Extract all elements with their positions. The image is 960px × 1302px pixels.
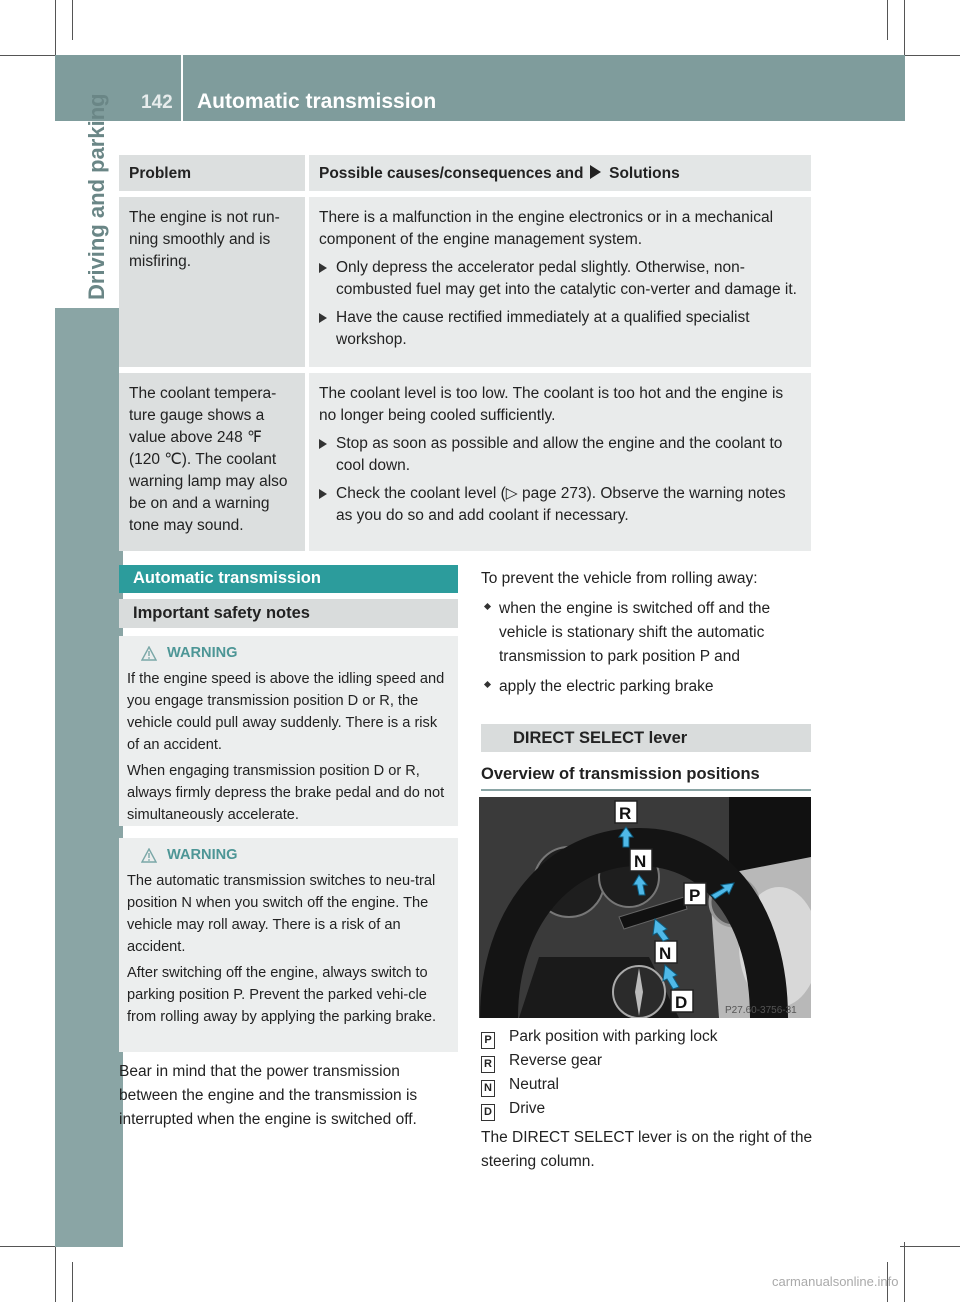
step-item: Stop as soon as possible and allow the engine and the coolant to cool down. xyxy=(319,433,803,477)
warning-header xyxy=(127,844,450,866)
warning-text: If the engine speed is above the idling speed and you engage transmission position D or R, the vehicle could pull away suddenly. There is a risk of an accident. xyxy=(127,671,445,753)
table-row xyxy=(119,373,811,551)
bullet-item: when the engine is switched off and the vehicle is stationary shift the automatic transmission to park position P and xyxy=(481,597,811,669)
warning-box xyxy=(119,838,458,1052)
photo-label-r: R xyxy=(619,804,632,823)
warning-icon xyxy=(141,848,157,863)
key-n-icon: N xyxy=(481,1080,495,1097)
warning-text: The automatic transmission switches to neu-tral position N when you switch off the engine. The vehicle may roll away. There is a risk of an accident. xyxy=(127,873,436,955)
subsection-title-text: Important safety notes xyxy=(133,604,310,622)
warning-text: When engaging transmission position D or R, always firmly depress the brake pedal and do not simultaneously accelerate. xyxy=(127,763,445,823)
bullet-item: apply the electric parking brake xyxy=(481,675,811,699)
step-item: Have the cause rectified immediately at a qualified specialist workshop. xyxy=(319,307,803,351)
warning-label: WARNING xyxy=(167,645,238,661)
crop-mark xyxy=(900,55,960,56)
closing-paragraph: The DIRECT SELECT lever is on the right of the steering column. xyxy=(481,1129,813,1170)
page-title: Automatic transmission xyxy=(197,90,437,113)
header-divider xyxy=(181,55,183,121)
key-d-icon: D xyxy=(481,1104,495,1121)
steering-wheel-illustration xyxy=(479,797,811,1018)
intro-text: To prevent the vehicle from rolling away: xyxy=(481,570,758,587)
legend-text: Drive xyxy=(509,1100,546,1117)
watermark: carmanualsonline.info xyxy=(772,1274,899,1289)
warning-icon xyxy=(141,646,157,661)
crop-mark xyxy=(887,0,888,40)
right-column xyxy=(481,567,811,699)
legend-text: Park position with parking lock xyxy=(509,1028,718,1045)
lever-title xyxy=(481,724,811,752)
crop-mark xyxy=(72,0,73,40)
table-row xyxy=(119,197,811,367)
lever-title-text: DIRECT SELECT lever xyxy=(513,729,688,747)
legend-item xyxy=(481,1097,718,1121)
troubleshooting-table xyxy=(119,155,811,551)
section-title xyxy=(119,565,458,593)
header-solutions-suffix: Solutions xyxy=(609,165,680,182)
warning-header xyxy=(127,642,450,664)
cause-text: There is a malfunction in the engine electronics or in a mechanical component of the engine management system. xyxy=(319,209,774,248)
crop-mark xyxy=(0,55,60,56)
solution-cell xyxy=(309,197,811,367)
solution-cell xyxy=(309,373,811,551)
chapter-label-text: Driving and parking xyxy=(84,93,109,300)
header-solutions xyxy=(309,155,811,191)
overview-title-text: Overview of transmission positions xyxy=(481,765,760,783)
key-p-icon: P xyxy=(481,1032,495,1049)
warning-text: After switching off the engine, always switch to parking position P. Prevent the parked vehi-cle from rolling away by applying the parking brake. xyxy=(127,965,437,1025)
photo-label-p: P xyxy=(689,886,701,905)
step-item: Only depress the accelerator pedal slightly. Otherwise, non-combusted fuel may get into the catalytic con-verter and damage it. xyxy=(319,257,803,301)
photo-label-n-top: N xyxy=(634,852,647,871)
crop-mark xyxy=(55,1242,56,1302)
table-header-row xyxy=(119,155,811,191)
legend-text: Reverse gear xyxy=(509,1052,603,1069)
key-r-icon: R xyxy=(481,1056,495,1073)
crop-mark xyxy=(904,1242,905,1302)
warning-label: WARNING xyxy=(167,847,238,863)
problem-cell: The coolant tempera-ture gauge shows a value above 248 ℉ (120 ℃). The coolant warning lamp may also be on and a warning tone may sound. xyxy=(119,373,305,551)
body-paragraph: Bear in mind that the power transmission between the engine and the transmission is interrupted when the engine is switched off. xyxy=(119,1063,418,1128)
header-problem: Problem xyxy=(119,155,305,191)
photo-label-n-bottom: N xyxy=(659,944,672,963)
photo-label-d: D xyxy=(675,993,688,1012)
crop-mark xyxy=(904,0,905,60)
legend-text: Neutral xyxy=(509,1076,559,1093)
chapter-label xyxy=(84,40,110,300)
legend xyxy=(481,1025,718,1121)
overview-title xyxy=(481,762,811,786)
legend-item xyxy=(481,1049,718,1073)
subsection-title xyxy=(119,599,458,628)
crop-mark xyxy=(72,1262,73,1302)
section-title-text: Automatic transmission xyxy=(133,569,321,587)
page-number: 142 xyxy=(141,92,173,113)
legend-item xyxy=(481,1073,718,1097)
warning-box xyxy=(119,636,458,826)
crop-mark xyxy=(900,1246,960,1247)
legend-item xyxy=(481,1025,718,1049)
crop-mark xyxy=(0,1246,60,1247)
overview-rule xyxy=(481,789,811,791)
lever-photo xyxy=(479,797,811,1018)
crop-mark xyxy=(55,0,56,60)
photo-code: P27.60-3756-31 xyxy=(725,1005,797,1016)
page-header xyxy=(55,55,905,121)
cause-text: The coolant level is too low. The coolant is too hot and the engine is no longer being cooled sufficiently. xyxy=(319,385,784,424)
play-icon xyxy=(590,165,601,179)
step-item: Check the coolant level (▷ page 273). Observe the warning notes as you do so and add coolant if necessary. xyxy=(319,483,803,527)
problem-cell: The engine is not run-ning smoothly and is misfiring. xyxy=(119,197,305,367)
header-solutions-text: Possible causes/consequences and xyxy=(319,165,584,182)
